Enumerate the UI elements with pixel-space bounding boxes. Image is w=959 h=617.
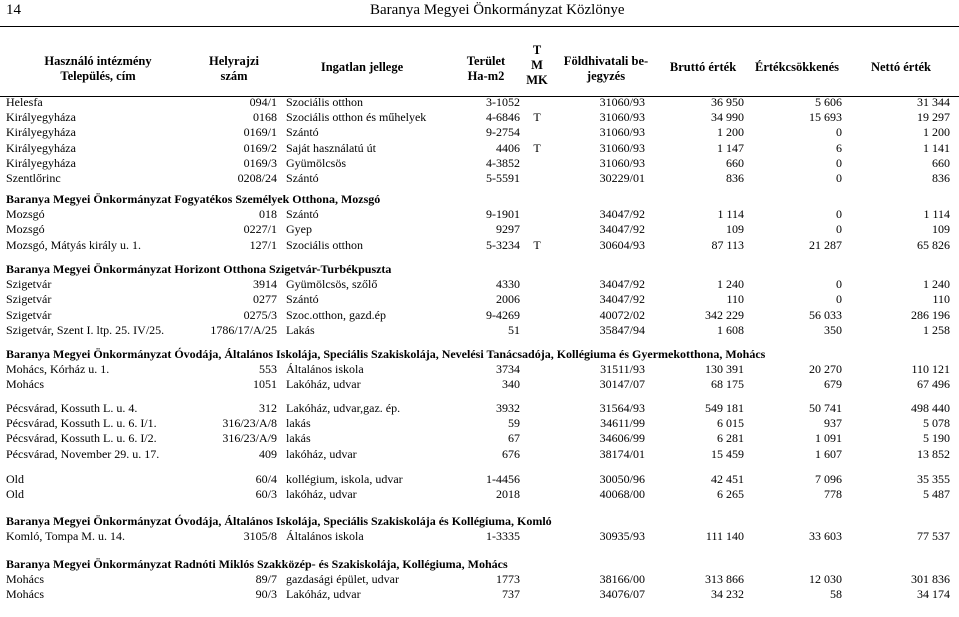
section-heading: Baranya Megyei Önkormányzat Horizont Otthona Szigetvár-Turbékpuszta (6, 262, 392, 276)
table-cell: 286 196 (911, 307, 950, 322)
table-cell: 31060/93 (599, 110, 645, 125)
table-cell: 0227/1 (243, 222, 277, 237)
table-cell: 15 459 (711, 446, 744, 461)
table-cell: 50 741 (809, 401, 842, 415)
table-cell: 31060/93 (599, 155, 645, 170)
table-cell: 1 200 (717, 125, 744, 140)
table-cell: 676 (502, 446, 520, 461)
column-header: Értékcsökkenés (754, 60, 840, 74)
table-cell: 316/23/A/8 (222, 416, 277, 431)
table-cell: 77 537 (917, 529, 950, 544)
table-cell: Pécsvárad, Kossuth L. u. 6. I/1. (6, 416, 157, 431)
table-cell: lakás (286, 431, 311, 446)
table-cell: 0168 (253, 110, 277, 125)
table-cell: 342 229 (705, 307, 744, 322)
table-cell: 13 852 (917, 446, 950, 461)
table-cell: 68 175 (711, 377, 744, 392)
table-cell: 3105/8 (243, 529, 277, 544)
column-header: Nettó érték (870, 60, 932, 74)
table-cell: 20 270 (809, 362, 842, 377)
table-cell: 34047/92 (599, 277, 645, 292)
table-cell: Lakóház, udvar (286, 587, 361, 602)
table-cell: 5 078 (923, 416, 950, 431)
column-headers (0, 38, 959, 96)
table-cell: 9-1901 (486, 207, 520, 222)
table-cell: 5 487 (923, 487, 950, 502)
table-cell: 87 113 (711, 237, 744, 252)
table-cell: 0169/2 (243, 140, 277, 155)
table-cell: 1 114 (923, 207, 950, 222)
table-cell: lakás (286, 416, 311, 431)
table-cell: gazdasági épület, udvar (286, 572, 399, 587)
table-cell: 1 608 (717, 322, 744, 337)
table-cell: 30604/93 (599, 237, 645, 252)
table-cell: 1 091 (815, 431, 842, 446)
table-cell: 1 200 (923, 125, 950, 140)
table-cell: 0 (836, 222, 842, 237)
table-cell: 0277 (253, 292, 277, 307)
table-cell: 4-6846 (486, 110, 520, 125)
table-cell: 65 826 (917, 237, 950, 252)
table-cell: Pécsvárad, November 29. u. 17. (6, 446, 160, 461)
table-cell: 6 015 (717, 416, 744, 431)
table-cell: Szociális otthon (286, 237, 363, 252)
table-cell: 1 240 (717, 277, 744, 292)
table-cell: 660 (726, 155, 744, 170)
table-cell: 0169/1 (243, 125, 277, 140)
column-header: Helyrajzi szám (209, 54, 259, 83)
table-cell: 35847/94 (599, 322, 645, 337)
table-cell: Komló, Tompa M. u. 14. (6, 529, 125, 544)
table-cell: 4406 (496, 140, 520, 155)
table-cell: 1 258 (923, 322, 950, 337)
column-header: Használó intézmény Település, cím (44, 54, 152, 83)
table-cell: 110 (932, 292, 950, 307)
table-cell: 89/7 (255, 572, 277, 587)
table-cell: Szentlőrinc (6, 171, 61, 185)
table-cell: 58 (830, 587, 842, 602)
table-cell: 0 (836, 292, 842, 307)
table-cell: 31060/93 (599, 95, 645, 109)
table-cell: 34 174 (917, 587, 950, 602)
table-cell: Szántó (286, 292, 319, 307)
table-cell: 67 (508, 431, 520, 446)
table-cell: Mozsgó (6, 222, 45, 237)
table-cell: Általános iskola (286, 362, 364, 377)
table-cell: 937 (824, 416, 842, 431)
column-header: T M MK (526, 43, 548, 87)
table-cell: 31564/93 (599, 401, 645, 415)
table-cell: Lakóház, udvar (286, 377, 361, 392)
table-cell: 30147/07 (599, 377, 645, 392)
table-cell: 6 265 (717, 487, 744, 502)
table-cell: Old (6, 487, 24, 502)
table-cell: 40068/00 (599, 487, 645, 502)
table-cell: 0275/3 (243, 307, 277, 322)
table-cell: Gyümölcsös, szőlő (286, 277, 378, 292)
table-cell: 38166/00 (599, 572, 645, 587)
table-cell: Szántó (286, 207, 319, 222)
table-cell: Mohács (6, 377, 44, 392)
column-header: Földhivatali be- jegyzés (563, 54, 649, 83)
table-cell: 1 607 (815, 446, 842, 461)
table-cell: 3734 (496, 362, 520, 377)
table-cell: 34611/99 (600, 416, 645, 431)
table-cell: 34606/99 (599, 431, 645, 446)
table-cell: 56 033 (809, 307, 842, 322)
table-cell: Királyegyháza (6, 110, 76, 125)
table-cell: Királyegyháza (6, 125, 76, 140)
table-cell: 30229/01 (599, 171, 645, 185)
table-cell: 0 (836, 277, 842, 292)
table-cell: 90/3 (255, 587, 277, 602)
table-cell: 5 606 (815, 95, 842, 109)
table-cell: Szigetvár (6, 277, 52, 292)
column-header: Bruttó érték (669, 60, 737, 74)
table-cell: 409 (259, 446, 277, 461)
table-cell: 3932 (496, 401, 520, 415)
table-cell: Királyegyháza (6, 155, 76, 170)
table-cell: 1 147 (717, 140, 744, 155)
table-cell: Szántó (286, 125, 319, 140)
table-cell: 34 232 (711, 587, 744, 602)
table-cell: 1051 (253, 377, 277, 392)
table-cell: 778 (824, 487, 842, 502)
table-cell: 30935/93 (599, 529, 645, 544)
table-cell: 316/23/A/9 (222, 431, 277, 446)
table-cell: 5 190 (923, 431, 950, 446)
table-cell: 1 240 (923, 277, 950, 292)
table-cell: 0208/24 (237, 171, 277, 185)
table-cell: 3914 (253, 277, 277, 292)
table-cell: 34076/07 (599, 587, 645, 602)
table-cell: 127/1 (249, 237, 277, 252)
table-cell: 340 (502, 377, 520, 392)
table-cell: Lakás (286, 322, 315, 337)
table-cell: 313 866 (705, 572, 744, 587)
table-cell: 679 (824, 377, 842, 392)
table-cell: T (533, 237, 541, 252)
table-cell: 51 (508, 322, 520, 337)
table-cell: 109 (726, 222, 744, 237)
table-cell: Általános iskola (286, 529, 364, 544)
table-cell: 9-2754 (486, 125, 520, 140)
table-cell: Szociális otthon (286, 95, 363, 109)
section-heading: Baranya Megyei Önkormányzat Óvodája, Általános Iskolája, Speciális Szakiskolája, Nevelési Tanácsadója, Kollégiuma és Gyermekotthona, Mohács (6, 347, 766, 361)
table-cell: 4330 (496, 277, 520, 292)
table-cell: 312 (259, 401, 277, 415)
table-cell: 3-1052 (486, 95, 520, 109)
table-cell: 350 (824, 322, 842, 337)
table-cell: Gyümölcsös (286, 155, 346, 170)
table-cell: Szántó (286, 171, 319, 185)
table-cell: Pécsvárad, Kossuth L. u. 4. (6, 401, 138, 415)
table-cell: 9-4269 (486, 307, 520, 322)
table-cell: Mohács (6, 572, 44, 587)
table-cell: 30050/96 (599, 472, 645, 486)
table-cell: 1-4456 (486, 472, 520, 486)
table-cell: 0169/3 (243, 155, 277, 170)
column-header: Terület Ha-m2 (466, 54, 506, 83)
table-cell: Helesfa (6, 95, 43, 109)
table-cell: 2006 (496, 292, 520, 307)
table-cell: 1-3335 (486, 529, 520, 544)
table-cell: 6 (836, 140, 842, 155)
table-cell: 1773 (496, 572, 520, 587)
table-cell: Szigetvár, Szent I. ltp. 25. IV/25. (6, 322, 165, 337)
table-cell: 12 030 (809, 572, 842, 587)
table-cell: Saját használatú út (286, 140, 376, 155)
table-cell: 31060/93 (599, 140, 645, 155)
table-cell: 59 (508, 416, 520, 431)
table-cell: 6 281 (717, 431, 744, 446)
table-cell: 9297 (496, 222, 520, 237)
table-cell: Mohács, Kórház u. 1. (6, 362, 110, 377)
table-cell: 33 603 (809, 529, 842, 544)
table-cell: 42 451 (711, 472, 744, 486)
table-cell: 31 344 (917, 95, 950, 109)
table-cell: 836 (932, 171, 950, 185)
table-cell: 31060/93 (599, 125, 645, 140)
page-header (0, 0, 959, 27)
table-cell: 109 (932, 222, 950, 237)
table-cell: 660 (932, 155, 950, 170)
table-cell: lakóház, udvar (286, 487, 357, 502)
table-cell: 15 693 (809, 110, 842, 125)
table-cell: 38174/01 (599, 446, 645, 461)
table-cell: 0 (836, 155, 842, 170)
table-cell: 110 121 (911, 362, 950, 377)
column-header: Ingatlan jellege (320, 60, 404, 74)
table-cell: 737 (502, 587, 520, 602)
table-cell: 553 (259, 362, 277, 377)
table-cell: 34047/92 (599, 292, 645, 307)
table-cell: 19 297 (917, 110, 950, 125)
table-cell: Mozsgó (6, 207, 45, 222)
table-cell: 130 391 (705, 362, 744, 377)
table-cell: 5-3234 (486, 237, 520, 252)
table-cell: 549 181 (705, 401, 744, 415)
table-cell: 094/1 (249, 95, 277, 109)
table-cell: 5-5591 (486, 171, 520, 185)
table-cell: 35 355 (917, 472, 950, 486)
table-cell: T (533, 140, 541, 155)
table-cell: 4-3852 (486, 155, 520, 170)
table-cell: 2018 (496, 487, 520, 502)
table-cell: Mohács (6, 587, 44, 602)
section-heading: Baranya Megyei Önkormányzat Radnóti Miklós Szakközép- és Szakiskolája, Kollégiuma, Mohács (6, 557, 508, 571)
table-cell: Old (6, 472, 24, 486)
table-cell: 0 (836, 171, 842, 185)
table-cell: 60/3 (255, 487, 277, 502)
table-cell: 1786/17/A/25 (210, 322, 277, 337)
table-cell: 36 950 (711, 95, 744, 109)
table-cell: 111 140 (705, 529, 744, 544)
table-cell: 018 (259, 207, 277, 222)
table-cell: Gyep (286, 222, 312, 237)
page-number: 14 (6, 2, 21, 18)
table-cell: 0 (836, 207, 842, 222)
table-cell: Lakóház, udvar,gaz. ép. (286, 401, 401, 415)
table-cell: 1 141 (923, 140, 950, 155)
table-cell: kollégium, iskola, udvar (286, 472, 403, 486)
table-cell: T (533, 110, 541, 125)
table-cell: Pécsvárad, Kossuth L. u. 6. I/2. (6, 431, 157, 446)
table-cell: Szigetvár (6, 307, 52, 322)
table-cell: 21 287 (809, 237, 842, 252)
page-title: Baranya Megyei Önkormányzat Közlönye (370, 2, 625, 18)
table-cell: 498 440 (911, 401, 950, 415)
table-cell: 7 096 (815, 472, 842, 486)
table-cell: 1 114 (717, 207, 744, 222)
table-cell: Királyegyháza (6, 140, 76, 155)
table-cell: 34 990 (711, 110, 744, 125)
table-cell: 110 (726, 292, 744, 307)
table-cell: Szociális otthon és műhelyek (286, 110, 427, 125)
table-cell: 34047/92 (599, 222, 645, 237)
table-cell: 34047/92 (599, 207, 645, 222)
table-cell: 0 (836, 125, 842, 140)
table-cell: Mozsgó, Mátyás király u. 1. (6, 237, 141, 252)
table-cell: 40072/02 (599, 307, 645, 322)
section-heading: Baranya Megyei Önkormányzat Óvodája, Általános Iskolája, Speciális Szakiskolája és Kollégiuma, Komló (6, 514, 552, 528)
section-heading: Baranya Megyei Önkormányzat Fogyatékos Személyek Otthona, Mozsgó (6, 192, 381, 206)
table-cell: 301 836 (911, 572, 950, 587)
table-cell: Szigetvár (6, 292, 52, 307)
table-cell: 836 (726, 171, 744, 185)
table-cell: 60/4 (255, 472, 277, 486)
table-cell: Szoc.otthon, gazd.ép (286, 307, 386, 322)
table-cell: 31511/93 (600, 362, 645, 377)
table-cell: 67 496 (917, 377, 950, 392)
table-cell: lakóház, udvar (286, 446, 357, 461)
